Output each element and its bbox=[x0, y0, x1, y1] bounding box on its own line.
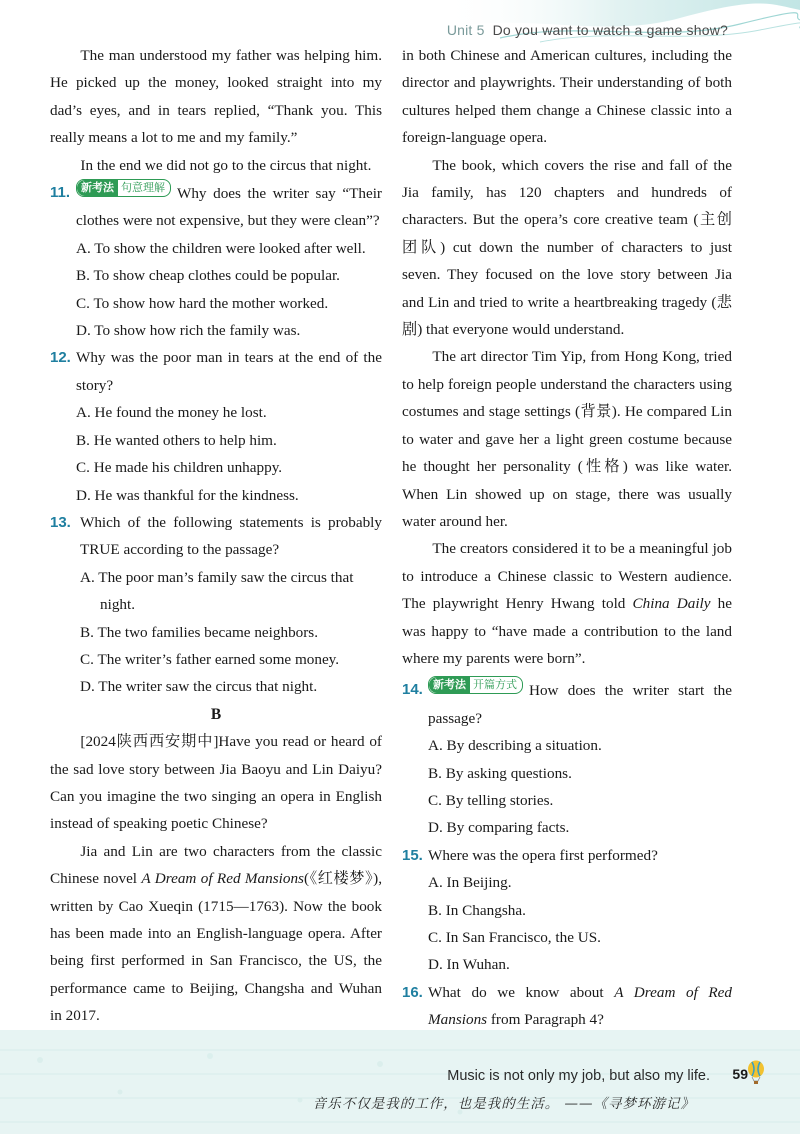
question-number: 15. bbox=[402, 846, 423, 864]
question-11 bbox=[50, 179, 382, 235]
passage-a-paragraph: The man understood my father was helping him. He picked up the money, looked straight into my dad’s eyes, and in tears replied, “Thank you. This really means a lot to me and my family.” bbox=[50, 47, 382, 147]
question-text: Which of the following statements is probably TRUE according to the passage? bbox=[80, 513, 382, 559]
footer-quote-english: Music is not only my job, but also my life. bbox=[447, 1068, 710, 1084]
option[interactable]: D. To show how rich the family was. bbox=[76, 322, 301, 340]
option[interactable]: C. By telling stories. bbox=[428, 791, 554, 809]
running-header bbox=[447, 22, 728, 38]
question-text: How does the writer start the passage? bbox=[428, 682, 732, 727]
footer-quote-chinese: 音乐不仅是我的工作，也是我的生活。 ——《寻梦环游记》 bbox=[312, 1096, 695, 1112]
passage-b-paragraph: The art director Tim Yip, from Hong Kong, tried to help foreign people understand the characters using costumes and stage settings (背景). He compared Lin to water and gave her a light green costume because he thought her personality (性格) was like water. When Lin showed up on stage, there was usually water around her. bbox=[402, 348, 732, 530]
option[interactable]: A. The poor man’s family saw the circus that night. bbox=[80, 568, 354, 614]
option[interactable]: B. To show cheap clothes could be popular. bbox=[76, 267, 340, 285]
left-column bbox=[50, 42, 382, 1057]
option[interactable]: B. He wanted others to help him. bbox=[76, 431, 277, 449]
page-footer bbox=[0, 1030, 800, 1134]
book-title: A Dream of Red Mansions bbox=[141, 870, 304, 888]
passage-b-paragraph: in both Chinese and American cultures, including the director and playwrights. Their understanding of both cultures helped them change a Chinese classic into a foreign-language opera. bbox=[402, 47, 732, 147]
question-text: Where was the opera first performed? bbox=[428, 846, 658, 864]
header-title: Do you want to watch a game show? bbox=[492, 22, 728, 38]
option[interactable]: D. The writer saw the circus that night. bbox=[80, 678, 318, 696]
question-16: 16. What do we know about A Dream of Red Mansions from Paragraph 4? bbox=[402, 979, 732, 1034]
passage-a-paragraph: In the end we did not go to the circus that night. bbox=[80, 156, 372, 174]
option[interactable]: D. By comparing facts. bbox=[428, 819, 570, 837]
new-exam-badge: 新考法 句意理解 bbox=[76, 179, 171, 197]
passage-b-paragraph: [2024陕西西安期中]Have you read or heard of the sad love story between Jia Baoyu and Lin Daiyu? Can you imagine the two singing an opera in English instead of speaking poetic Chinese? bbox=[50, 733, 382, 833]
question-15 bbox=[402, 842, 732, 869]
option[interactable]: C. In San Francisco, the US. bbox=[428, 929, 601, 946]
option[interactable]: A. He found the money he lost. bbox=[76, 404, 267, 422]
passage-b-paragraph: The creators considered it to be a meaningful job to introduce a Chinese classic to Western audience. The playwright Henry Hwang told China Daily he was happy to “have made a contribution to the land where my parents were born”. bbox=[402, 540, 732, 667]
option[interactable]: B. The two families became neighbors. bbox=[80, 623, 319, 641]
question-number: 13. bbox=[50, 513, 71, 531]
option[interactable]: D. In Wuhan. bbox=[428, 956, 510, 974]
passage-b-paragraph: The book, which covers the rise and fall of the Jia family, has 120 chapters and hundreds of characters. But the opera’s core creative team (主创团队) cut down the number of characters to just seven. They focused on the love story between Jia and Lin and tried to write a heartbreaking tragedy (悲剧) that everyone would understand. bbox=[402, 156, 732, 339]
option[interactable]: A. In Beijing. bbox=[428, 874, 512, 892]
option[interactable]: A. By describing a situation. bbox=[428, 737, 602, 755]
question-number: 14. bbox=[402, 681, 423, 699]
option[interactable]: B. In Changsha. bbox=[428, 901, 526, 919]
question-text: Why does the writer say “Their clothes were not expensive, but they were clean”? bbox=[76, 185, 382, 230]
section-heading-b: B bbox=[210, 705, 222, 723]
new-exam-badge: 新考法 开篇方式 bbox=[428, 676, 523, 694]
newspaper-title: China Daily bbox=[632, 595, 711, 613]
option[interactable]: C. To show how hard the mother worked. bbox=[76, 294, 329, 312]
question-number: 16. bbox=[402, 983, 423, 1001]
header-unit: Unit 5 bbox=[446, 22, 485, 38]
option[interactable]: D. He was thankful for the kindness. bbox=[76, 486, 299, 504]
book-title: A Dream of Red Mansions bbox=[428, 983, 732, 1029]
option[interactable]: B. By asking questions. bbox=[428, 764, 572, 782]
option[interactable]: C. He made his children unhappy. bbox=[76, 459, 283, 477]
question-text: Why was the poor man in tears at the end of the story? bbox=[76, 349, 382, 394]
option[interactable]: C. The writer’s father earned some money. bbox=[80, 650, 340, 668]
right-column bbox=[402, 42, 732, 1061]
hot-air-balloon-icon bbox=[746, 1060, 766, 1086]
question-14 bbox=[402, 676, 732, 732]
question-13 bbox=[50, 509, 382, 564]
option[interactable]: A. To show the children were looked after well. bbox=[76, 239, 366, 257]
question-number: 12. bbox=[50, 349, 71, 367]
question-number: 11. bbox=[50, 184, 71, 202]
question-12 bbox=[50, 344, 382, 399]
passage-b-paragraph: Jia and Lin are two characters from the classic Chinese novel A Dream of Red Mansions(《红楼梦》), written by Cao Xueqin (1715—1763). Now the book has been made into an English-language opera. After being first performed in San Francisco, the US, the performance came to Beijing, Changsha and Wuhan in 2017. bbox=[50, 842, 383, 1025]
page-number: 59 bbox=[732, 1066, 748, 1082]
